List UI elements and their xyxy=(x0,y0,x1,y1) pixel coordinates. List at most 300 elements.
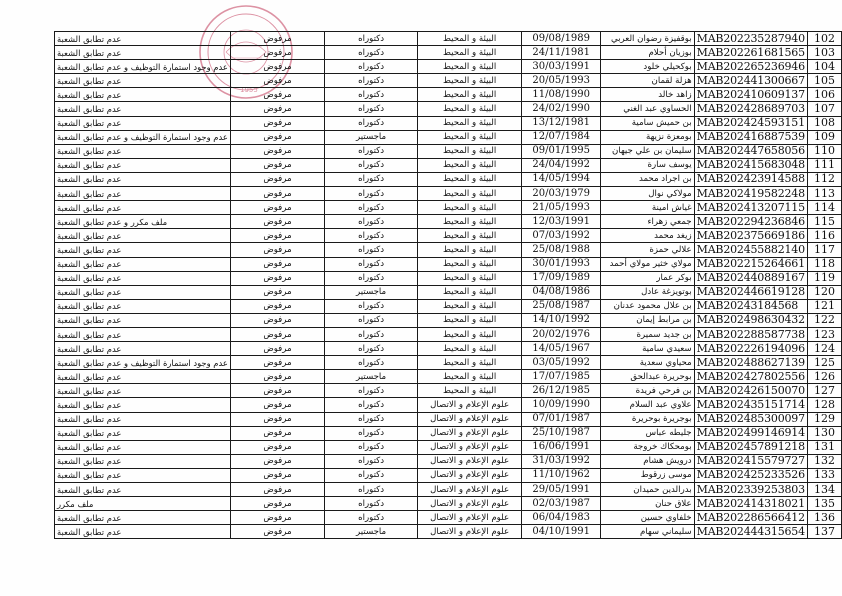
application-code-cell: MAB202416887539 xyxy=(694,130,807,144)
rejection-reason-cell: عدم وجود استمارة التوظيف و عدم تطابق الشعبة xyxy=(55,130,231,144)
row-number-cell: 122 xyxy=(807,313,841,327)
status-cell: مرفوض xyxy=(230,116,324,130)
rejection-reason-cell: عدم تطابق الشعبة xyxy=(55,74,231,88)
birth-date-cell: 11/10/1962 xyxy=(522,468,601,482)
full-name-cell: مولاي خثير مولاي أحمد xyxy=(601,257,694,271)
degree-level-cell: دكتوراه xyxy=(325,60,418,74)
degree-level-cell: دكتوراه xyxy=(325,88,418,102)
table-row xyxy=(55,285,842,299)
rejection-reason-cell: عدم تطابق الشعبة xyxy=(55,144,231,158)
status-cell: مرفوض xyxy=(230,299,324,313)
table-row xyxy=(55,525,842,539)
application-code-cell: MAB202423914588 xyxy=(694,172,807,186)
birth-date-cell: 25/10/1987 xyxy=(522,426,601,440)
degree-level-cell: دكتوراه xyxy=(325,497,418,511)
row-number-cell: 125 xyxy=(807,356,841,370)
birth-date-cell: 17/07/1985 xyxy=(522,370,601,384)
specialty-cell: البيئة و المحيط xyxy=(418,74,522,88)
degree-level-cell: دكتوراه xyxy=(325,342,418,356)
full-name-cell: بومعزة نزيهة xyxy=(601,130,694,144)
degree-level-cell: دكتوراه xyxy=(325,313,418,327)
application-code-cell: MAB202415683048 xyxy=(694,158,807,172)
row-number-cell: 109 xyxy=(807,130,841,144)
application-code-cell: MAB202499146914 xyxy=(694,426,807,440)
full-name-cell: يوسف سارة xyxy=(601,158,694,172)
full-name-cell: خلفاوي حسين xyxy=(601,511,694,525)
specialty-cell: البيئة و المحيط xyxy=(418,130,522,144)
full-name-cell: سليمان بن علي جيهان xyxy=(601,144,694,158)
rejection-reason-cell: عدم تطابق الشعبة xyxy=(55,398,231,412)
specialty-cell: البيئة و المحيط xyxy=(418,172,522,186)
row-number-cell: 124 xyxy=(807,342,841,356)
birth-date-cell: 20/02/1976 xyxy=(522,327,601,341)
specialty-cell: البيئة و المحيط xyxy=(418,229,522,243)
application-code-cell: MAB202288587738 xyxy=(694,327,807,341)
status-cell: مرفوض xyxy=(230,313,324,327)
row-number-cell: 131 xyxy=(807,440,841,454)
degree-level-cell: دكتوراه xyxy=(325,257,418,271)
birth-date-cell: 30/03/1991 xyxy=(522,60,601,74)
row-number-cell: 107 xyxy=(807,102,841,116)
full-name-cell: بومحكاك خروجة xyxy=(601,440,694,454)
rejection-reason-cell: ملف مكرر xyxy=(55,497,231,511)
birth-date-cell: 25/08/1988 xyxy=(522,243,601,257)
application-code-cell: MAB202235287940 xyxy=(694,32,807,46)
application-code-cell: MAB202425233526 xyxy=(694,468,807,482)
table-row xyxy=(55,356,842,370)
birth-date-cell: 25/08/1987 xyxy=(522,299,601,313)
specialty-cell: البيئة و المحيط xyxy=(418,187,522,201)
rejection-reason-cell: عدم تطابق الشعبة xyxy=(55,285,231,299)
row-number-cell: 127 xyxy=(807,384,841,398)
table-row xyxy=(55,426,842,440)
birth-date-cell: 09/08/1989 xyxy=(522,32,601,46)
application-code-cell: MAB202419582248 xyxy=(694,187,807,201)
table-row xyxy=(55,60,842,74)
specialty-cell: علوم الإعلام و الاتصال xyxy=(418,426,522,440)
full-name-cell: بن حميش سامية xyxy=(601,116,694,130)
row-number-cell: 108 xyxy=(807,116,841,130)
specialty-cell: علوم الإعلام و الاتصال xyxy=(418,440,522,454)
birth-date-cell: 31/03/1992 xyxy=(522,454,601,468)
application-code-cell: MAB202410609137 xyxy=(694,88,807,102)
full-name-cell: بوجريرة بوحريرة xyxy=(601,412,694,426)
specialty-cell: البيئة و المحيط xyxy=(418,102,522,116)
status-cell: مرفوض xyxy=(230,483,324,497)
specialty-cell: البيئة و المحيط xyxy=(418,356,522,370)
specialty-cell: البيئة و المحيط xyxy=(418,243,522,257)
table-row xyxy=(55,74,842,88)
specialty-cell: علوم الإعلام و الاتصال xyxy=(418,398,522,412)
row-number-cell: 106 xyxy=(807,88,841,102)
table-row xyxy=(55,88,842,102)
table-row xyxy=(55,483,842,497)
status-cell: مرفوض xyxy=(230,74,324,88)
degree-level-cell: دكتوراه xyxy=(325,384,418,398)
table-row xyxy=(55,313,842,327)
full-name-cell: جمعي زهراء xyxy=(601,215,694,229)
row-number-cell: 129 xyxy=(807,412,841,426)
degree-level-cell: دكتوراه xyxy=(325,356,418,370)
status-cell: مرفوض xyxy=(230,271,324,285)
application-code-cell: MAB202446619128 xyxy=(694,285,807,299)
full-name-cell: بوكحيلي خلود xyxy=(601,60,694,74)
rejection-reason-cell: عدم تطابق الشعبة xyxy=(55,102,231,116)
table-row xyxy=(55,158,842,172)
table-row xyxy=(55,398,842,412)
degree-level-cell: دكتوراه xyxy=(325,116,418,130)
rejection-reason-cell: ملف مكرر و عدم تطابق الشعبة xyxy=(55,215,231,229)
degree-level-cell: دكتوراه xyxy=(325,327,418,341)
rejection-reason-cell: عدم تطابق الشعبة xyxy=(55,412,231,426)
status-cell: مرفوض xyxy=(230,130,324,144)
degree-level-cell: دكتوراه xyxy=(325,440,418,454)
application-code-cell: MAB202265236946 xyxy=(694,60,807,74)
specialty-cell: البيئة و المحيط xyxy=(418,46,522,60)
specialty-cell: البيئة و المحيط xyxy=(418,201,522,215)
full-name-cell: الحساوي عبد الغني xyxy=(601,102,694,116)
specialty-cell: البيئة و المحيط xyxy=(418,327,522,341)
rejection-reason-cell: عدم تطابق الشعبة xyxy=(55,313,231,327)
birth-date-cell: 16/06/1991 xyxy=(522,440,601,454)
specialty-cell: علوم الإعلام و الاتصال xyxy=(418,454,522,468)
specialty-cell: البيئة و المحيط xyxy=(418,271,522,285)
row-number-cell: 105 xyxy=(807,74,841,88)
status-cell: مرفوض xyxy=(230,32,324,46)
specialty-cell: البيئة و المحيط xyxy=(418,116,522,130)
degree-level-cell: دكتوراه xyxy=(325,102,418,116)
table-row xyxy=(55,215,842,229)
status-cell: مرفوض xyxy=(230,384,324,398)
specialty-cell: علوم الإعلام و الاتصال xyxy=(418,412,522,426)
specialty-cell: البيئة و المحيط xyxy=(418,313,522,327)
specialty-cell: البيئة و المحيط xyxy=(418,384,522,398)
specialty-cell: البيئة و المحيط xyxy=(418,215,522,229)
application-code-cell: MAB202441300667 xyxy=(694,74,807,88)
degree-level-cell: ماجستير xyxy=(325,130,418,144)
row-number-cell: 123 xyxy=(807,327,841,341)
degree-level-cell: دكتوراه xyxy=(325,426,418,440)
specialty-cell: البيئة و المحيط xyxy=(418,32,522,46)
rejection-reason-cell: عدم تطابق الشعبة xyxy=(55,384,231,398)
status-cell: مرفوض xyxy=(230,215,324,229)
row-number-cell: 128 xyxy=(807,398,841,412)
table-row xyxy=(55,201,842,215)
status-cell: مرفوض xyxy=(230,102,324,116)
full-name-cell: درويش هشام xyxy=(601,454,694,468)
rejection-reason-cell: عدم تطابق الشعبة xyxy=(55,440,231,454)
row-number-cell: 115 xyxy=(807,215,841,229)
application-code-cell: MAB202414318021 xyxy=(694,497,807,511)
row-number-cell: 104 xyxy=(807,60,841,74)
rejection-reason-cell: عدم تطابق الشعبة xyxy=(55,243,231,257)
degree-level-cell: دكتوراه xyxy=(325,215,418,229)
rejection-reason-cell: عدم تطابق الشعبة xyxy=(55,116,231,130)
table-row xyxy=(55,187,842,201)
degree-level-cell: دكتوراه xyxy=(325,398,418,412)
rejection-reason-cell: عدم تطابق الشعبة xyxy=(55,158,231,172)
table-row xyxy=(55,342,842,356)
status-cell: مرفوض xyxy=(230,88,324,102)
application-code-cell: MAB202261681565 xyxy=(694,46,807,60)
degree-level-cell: دكتوراه xyxy=(325,172,418,186)
birth-date-cell: 06/04/1983 xyxy=(522,511,601,525)
full-name-cell: بن فرحي فريدة xyxy=(601,384,694,398)
birth-date-cell: 14/05/1994 xyxy=(522,172,601,186)
row-number-cell: 103 xyxy=(807,46,841,60)
full-name-cell: سليماني سهام xyxy=(601,525,694,539)
application-code-cell: MAB202428689703 xyxy=(694,102,807,116)
table-row xyxy=(55,440,842,454)
birth-date-cell: 12/07/1984 xyxy=(522,130,601,144)
status-cell: مرفوض xyxy=(230,46,324,60)
birth-date-cell: 20/05/1993 xyxy=(522,74,601,88)
full-name-cell: بوكر عمار xyxy=(601,271,694,285)
birth-date-cell: 13/12/1981 xyxy=(522,116,601,130)
status-cell: مرفوض xyxy=(230,158,324,172)
specialty-cell: البيئة و المحيط xyxy=(418,257,522,271)
specialty-cell: البيئة و المحيط xyxy=(418,370,522,384)
full-name-cell: علالي حمزة xyxy=(601,243,694,257)
status-cell: مرفوض xyxy=(230,398,324,412)
application-code-cell: MAB202498630432 xyxy=(694,313,807,327)
table-row xyxy=(55,102,842,116)
application-code-cell: MAB202435151714 xyxy=(694,398,807,412)
birth-date-cell: 07/03/1992 xyxy=(522,229,601,243)
application-code-cell: MAB202415579727 xyxy=(694,454,807,468)
birth-date-cell: 14/10/1992 xyxy=(522,313,601,327)
degree-level-cell: دكتوراه xyxy=(325,511,418,525)
birth-date-cell: 10/09/1990 xyxy=(522,398,601,412)
specialty-cell: البيئة و المحيط xyxy=(418,88,522,102)
rejection-reason-cell: عدم تطابق الشعبة xyxy=(55,229,231,243)
rejection-reason-cell: عدم تطابق الشعبة xyxy=(55,201,231,215)
degree-level-cell: دكتوراه xyxy=(325,144,418,158)
full-name-cell: زيغد محمد xyxy=(601,229,694,243)
rejection-reason-cell: عدم وجود استمارة التوظيف و عدم تطابق الشعبة xyxy=(55,60,231,74)
status-cell: مرفوض xyxy=(230,243,324,257)
specialty-cell: علوم الإعلام و الاتصال xyxy=(418,468,522,482)
birth-date-cell: 14/05/1967 xyxy=(522,342,601,356)
row-number-cell: 132 xyxy=(807,454,841,468)
table-row xyxy=(55,229,842,243)
full-name-cell: بوقفيزة رضوان العربي xyxy=(601,32,694,46)
degree-level-cell: دكتوراه xyxy=(325,271,418,285)
specialty-cell: علوم الإعلام و الاتصال xyxy=(418,511,522,525)
full-name-cell: زاهد خالد xyxy=(601,88,694,102)
status-cell: مرفوض xyxy=(230,327,324,341)
row-number-cell: 102 xyxy=(807,32,841,46)
table-row xyxy=(55,511,842,525)
row-number-cell: 119 xyxy=(807,271,841,285)
birth-date-cell: 24/02/1990 xyxy=(522,102,601,116)
full-name-cell: جليطه عباس xyxy=(601,426,694,440)
status-cell: مرفوض xyxy=(230,187,324,201)
degree-level-cell: دكتوراه xyxy=(325,243,418,257)
row-number-cell: 113 xyxy=(807,187,841,201)
rejection-reason-cell: عدم تطابق الشعبة xyxy=(55,454,231,468)
rejection-reason-cell: عدم تطابق الشعبة xyxy=(55,468,231,482)
specialty-cell: البيئة و المحيط xyxy=(418,158,522,172)
birth-date-cell: 17/09/1989 xyxy=(522,271,601,285)
degree-level-cell: ماجستير xyxy=(325,285,418,299)
row-number-cell: 134 xyxy=(807,483,841,497)
status-cell: مرفوض xyxy=(230,511,324,525)
degree-level-cell: دكتوراه xyxy=(325,299,418,313)
application-code-cell: MAB202455882140 xyxy=(694,243,807,257)
application-code-cell: MAB202485300097 xyxy=(694,412,807,426)
degree-level-cell: دكتوراه xyxy=(325,46,418,60)
table-row xyxy=(55,116,842,130)
table-row xyxy=(55,384,842,398)
row-number-cell: 121 xyxy=(807,299,841,313)
rejection-reason-cell: عدم وجود استمارة التوظيف و عدم تطابق الشعبة xyxy=(55,356,231,370)
full-name-cell: غياش امينة xyxy=(601,201,694,215)
rejection-reason-cell: عدم تطابق الشعبة xyxy=(55,370,231,384)
application-code-cell: MAB202215264661 xyxy=(694,257,807,271)
birth-date-cell: 29/05/1991 xyxy=(522,483,601,497)
row-number-cell: 126 xyxy=(807,370,841,384)
specialty-cell: علوم الإعلام و الاتصال xyxy=(418,497,522,511)
birth-date-cell: 11/08/1990 xyxy=(522,88,601,102)
status-cell: مرفوض xyxy=(230,454,324,468)
status-cell: مرفوض xyxy=(230,257,324,271)
application-code-cell: MAB202339253803 xyxy=(694,483,807,497)
degree-level-cell: دكتوراه xyxy=(325,74,418,88)
status-cell: مرفوض xyxy=(230,172,324,186)
application-code-cell: MAB202426150070 xyxy=(694,384,807,398)
svg-text:1955: 1955 xyxy=(240,86,258,94)
row-number-cell: 112 xyxy=(807,172,841,186)
birth-date-cell: 30/01/1993 xyxy=(522,257,601,271)
specialty-cell: البيئة و المحيط xyxy=(418,60,522,74)
row-number-cell: 137 xyxy=(807,525,841,539)
rejection-reason-cell: عدم تطابق الشعبة xyxy=(55,483,231,497)
table-row xyxy=(55,144,842,158)
degree-level-cell: دكتوراه xyxy=(325,187,418,201)
table-row xyxy=(55,412,842,426)
degree-level-cell: دكتوراه xyxy=(325,201,418,215)
table-row xyxy=(55,243,842,257)
row-number-cell: 136 xyxy=(807,511,841,525)
table-row xyxy=(55,468,842,482)
birth-date-cell: 24/11/1981 xyxy=(522,46,601,60)
specialty-cell: علوم الإعلام و الاتصال xyxy=(418,483,522,497)
full-name-cell: مولاكي نوال xyxy=(601,187,694,201)
application-code-cell: MAB202413207115 xyxy=(694,201,807,215)
table-row xyxy=(55,32,842,46)
degree-level-cell: ماجستير xyxy=(325,525,418,539)
row-number-cell: 120 xyxy=(807,285,841,299)
table-row xyxy=(55,327,842,341)
status-cell: مرفوض xyxy=(230,412,324,426)
full-name-cell: بن علال محمود عدنان xyxy=(601,299,694,313)
row-number-cell: 130 xyxy=(807,426,841,440)
rejection-reason-cell: عدم تطابق الشعبة xyxy=(55,271,231,285)
applicants-table-body xyxy=(55,32,842,539)
application-code-cell: MAB202424593151 xyxy=(694,116,807,130)
row-number-cell: 111 xyxy=(807,158,841,172)
status-cell: مرفوض xyxy=(230,468,324,482)
status-cell: مرفوض xyxy=(230,229,324,243)
application-code-cell: MAB202294236846 xyxy=(694,215,807,229)
status-cell: مرفوض xyxy=(230,356,324,370)
degree-level-cell: دكتوراه xyxy=(325,468,418,482)
row-number-cell: 133 xyxy=(807,468,841,482)
table-row xyxy=(55,172,842,186)
full-name-cell: بوحريرة عبدالحق xyxy=(601,370,694,384)
application-code-cell: MAB202440889167 xyxy=(694,271,807,285)
specialty-cell: البيئة و المحيط xyxy=(418,299,522,313)
rejection-reason-cell: عدم تطابق الشعبة xyxy=(55,172,231,186)
full-name-cell: بوزيان أحلام xyxy=(601,46,694,60)
rejection-reason-cell: عدم تطابق الشعبة xyxy=(55,426,231,440)
application-code-cell: MAB202447658056 xyxy=(694,144,807,158)
specialty-cell: البيئة و المحيط xyxy=(418,342,522,356)
full-name-cell: محياوي سعدية xyxy=(601,356,694,370)
table-row xyxy=(55,46,842,60)
birth-date-cell: 26/12/1985 xyxy=(522,384,601,398)
application-code-cell: MAB202488627139 xyxy=(694,356,807,370)
application-code-cell: MAB202375669186 xyxy=(694,229,807,243)
full-name-cell: هزلة لقمان xyxy=(601,74,694,88)
status-cell: مرفوض xyxy=(230,370,324,384)
status-cell: مرفوض xyxy=(230,60,324,74)
degree-level-cell: دكتوراه xyxy=(325,483,418,497)
full-name-cell: سعيدي سامية xyxy=(601,342,694,356)
rejection-reason-cell: عدم تطابق الشعبة xyxy=(55,511,231,525)
specialty-cell: البيئة و المحيط xyxy=(418,144,522,158)
birth-date-cell: 24/04/1992 xyxy=(522,158,601,172)
applicants-table xyxy=(54,31,842,539)
rejection-reason-cell: عدم تطابق الشعبة xyxy=(55,257,231,271)
status-cell: مرفوض xyxy=(230,201,324,215)
table-row xyxy=(55,271,842,285)
row-number-cell: 117 xyxy=(807,243,841,257)
full-name-cell: بن مرابط إيمان xyxy=(601,313,694,327)
degree-level-cell: دكتوراه xyxy=(325,229,418,243)
status-cell: مرفوض xyxy=(230,497,324,511)
degree-level-cell: ماجستير xyxy=(325,370,418,384)
status-cell: مرفوض xyxy=(230,525,324,539)
rejection-reason-cell: عدم تطابق الشعبة xyxy=(55,525,231,539)
table-row xyxy=(55,497,842,511)
status-cell: مرفوض xyxy=(230,440,324,454)
specialty-cell: علوم الإعلام و الاتصال xyxy=(418,525,522,539)
table-row xyxy=(55,257,842,271)
application-code-cell: MAB202457891218 xyxy=(694,440,807,454)
rejection-reason-cell: عدم تطابق الشعبة xyxy=(55,88,231,102)
status-cell: مرفوض xyxy=(230,342,324,356)
row-number-cell: 118 xyxy=(807,257,841,271)
full-name-cell: علاوي عبد السلام xyxy=(601,398,694,412)
degree-level-cell: دكتوراه xyxy=(325,158,418,172)
row-number-cell: 116 xyxy=(807,229,841,243)
birth-date-cell: 21/05/1993 xyxy=(522,201,601,215)
row-number-cell: 114 xyxy=(807,201,841,215)
full-name-cell: بن اجراد محمد xyxy=(601,172,694,186)
birth-date-cell: 03/05/1992 xyxy=(522,356,601,370)
full-name-cell: بوتويزغة عادل xyxy=(601,285,694,299)
table-row xyxy=(55,130,842,144)
rejection-reason-cell: عدم تطابق الشعبة xyxy=(55,299,231,313)
rejection-reason-cell: عدم تطابق الشعبة xyxy=(55,342,231,356)
full-name-cell: بن جديد سميرة xyxy=(601,327,694,341)
status-cell: مرفوض xyxy=(230,426,324,440)
table-row xyxy=(55,370,842,384)
birth-date-cell: 07/01/1987 xyxy=(522,412,601,426)
rejection-reason-cell: عدم تطابق الشعبة xyxy=(55,46,231,60)
